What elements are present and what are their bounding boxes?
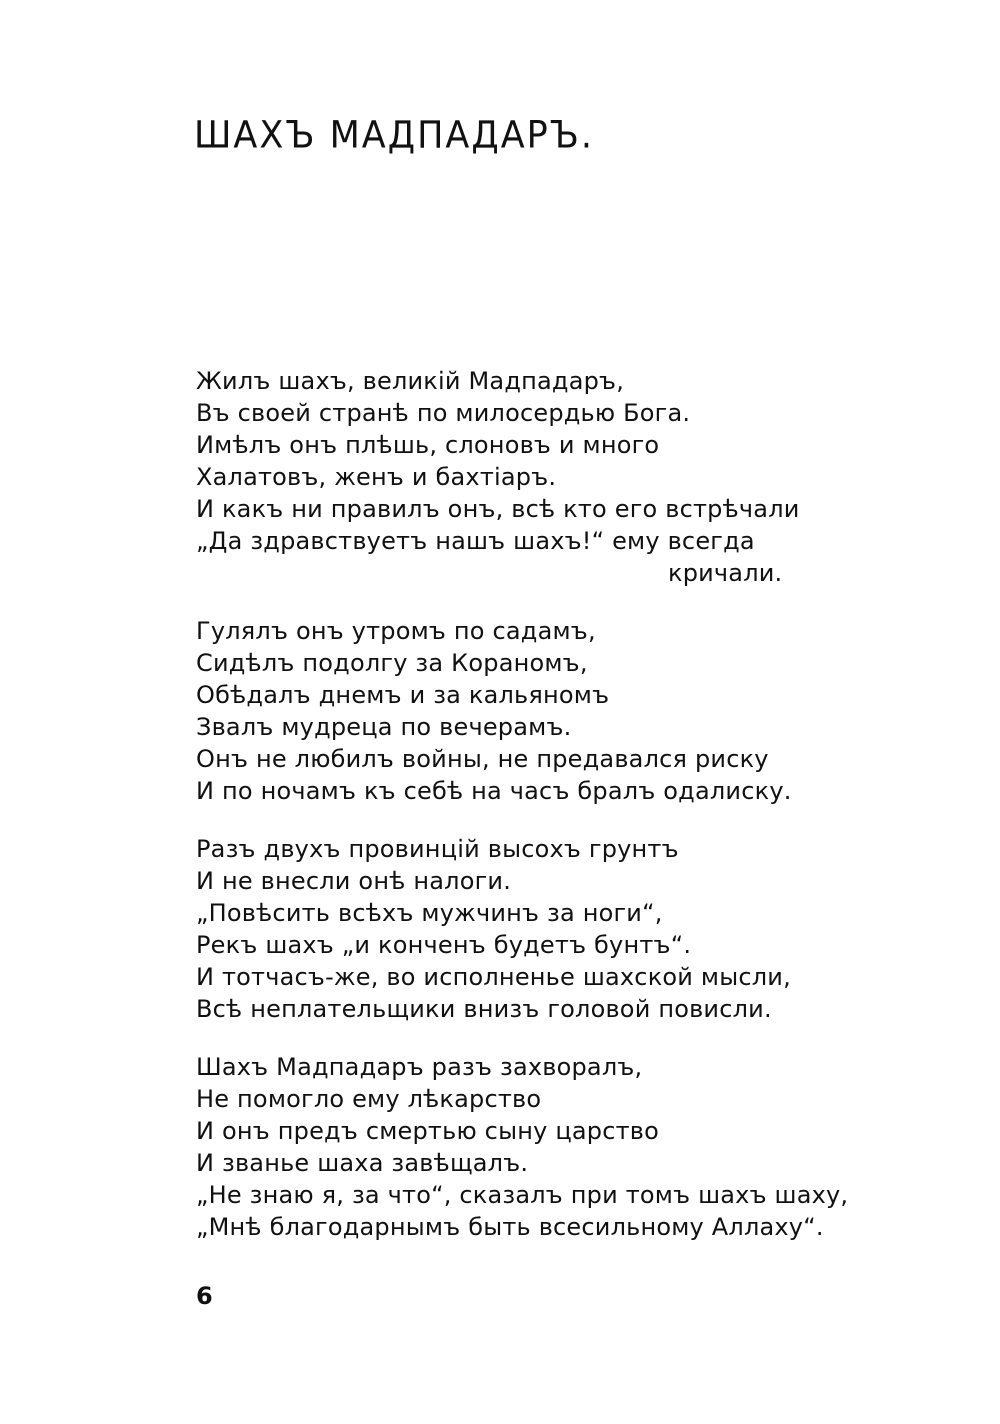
stanza-gap: [196, 1025, 896, 1051]
poem-line: Рекъ шахъ „и конченъ будетъ бунтъ“.: [196, 931, 692, 959]
poem-line: И онъ предъ смертью сыну царство: [196, 1117, 660, 1145]
poem-line: „Да здравствуетъ нашъ шахъ!“ ему всегда: [196, 527, 755, 555]
poem-line: „Мнѣ благодарнымъ быть всесильному Аллаху“.: [196, 1213, 824, 1241]
poem-line: „Повѣсить всѣхъ мужчинъ за ноги“,: [196, 899, 663, 927]
poem-title: ШАХЪ МАДПАДАРЪ.: [194, 114, 595, 158]
poem-line: Халатовъ, женъ и бахтіаръ.: [196, 463, 557, 491]
poem-line: Имѣлъ онъ плѣшь, слоновъ и много: [196, 431, 660, 459]
page-number: 6: [196, 1282, 213, 1310]
stanza-1: [196, 365, 896, 589]
poem-line-continuation: кричали.: [668, 559, 783, 587]
poem-line: Звалъ мудреца по вечерамъ.: [196, 713, 572, 741]
poem-line: Гулялъ онъ утромъ по садамъ,: [196, 617, 596, 645]
poem-line: Разъ двухъ провинцій высохъ грунтъ: [196, 835, 679, 863]
stanza-gap: [196, 589, 896, 615]
poem-line: „Не знаю я, за что“, сказалъ при томъ шахъ шаху,: [196, 1181, 849, 1209]
poem-line: Не помогло ему лѣкарство: [196, 1085, 542, 1113]
poem-line: И по ночамъ къ себѣ на часъ бралъ одалиску.: [196, 777, 792, 805]
poem-line: Шахъ Мадпадаръ разъ захворалъ,: [196, 1053, 643, 1081]
poem-line: Онъ не любилъ войны, не предавался риску: [196, 745, 769, 773]
stanza-4: [196, 1051, 896, 1243]
stanza-gap: [196, 807, 896, 833]
poem-line: И тотчасъ-же, во исполненье шахской мысли,: [196, 963, 791, 991]
poem-line: И званье шаха завѣщалъ.: [196, 1149, 529, 1177]
poem-line: И какъ ни правилъ онъ, всѣ кто его встрѣчали: [196, 495, 800, 523]
poem-body: [196, 365, 896, 1243]
poem-line: Всѣ неплательщики внизъ головой повисли.: [196, 995, 772, 1023]
poem-line: Жилъ шахъ, великій Мадпадаръ,: [196, 367, 625, 395]
poem-line: Въ своей странѣ по милосердью Бога.: [196, 399, 691, 427]
poem-line: Сидѣлъ подолгу за Кораномъ,: [196, 649, 588, 677]
stanza-3: [196, 833, 896, 1025]
stanza-2: [196, 615, 896, 807]
poem-line: Обѣдалъ днемъ и за кальяномъ: [196, 681, 610, 709]
poem-line: И не внесли онѣ налоги.: [196, 867, 512, 895]
